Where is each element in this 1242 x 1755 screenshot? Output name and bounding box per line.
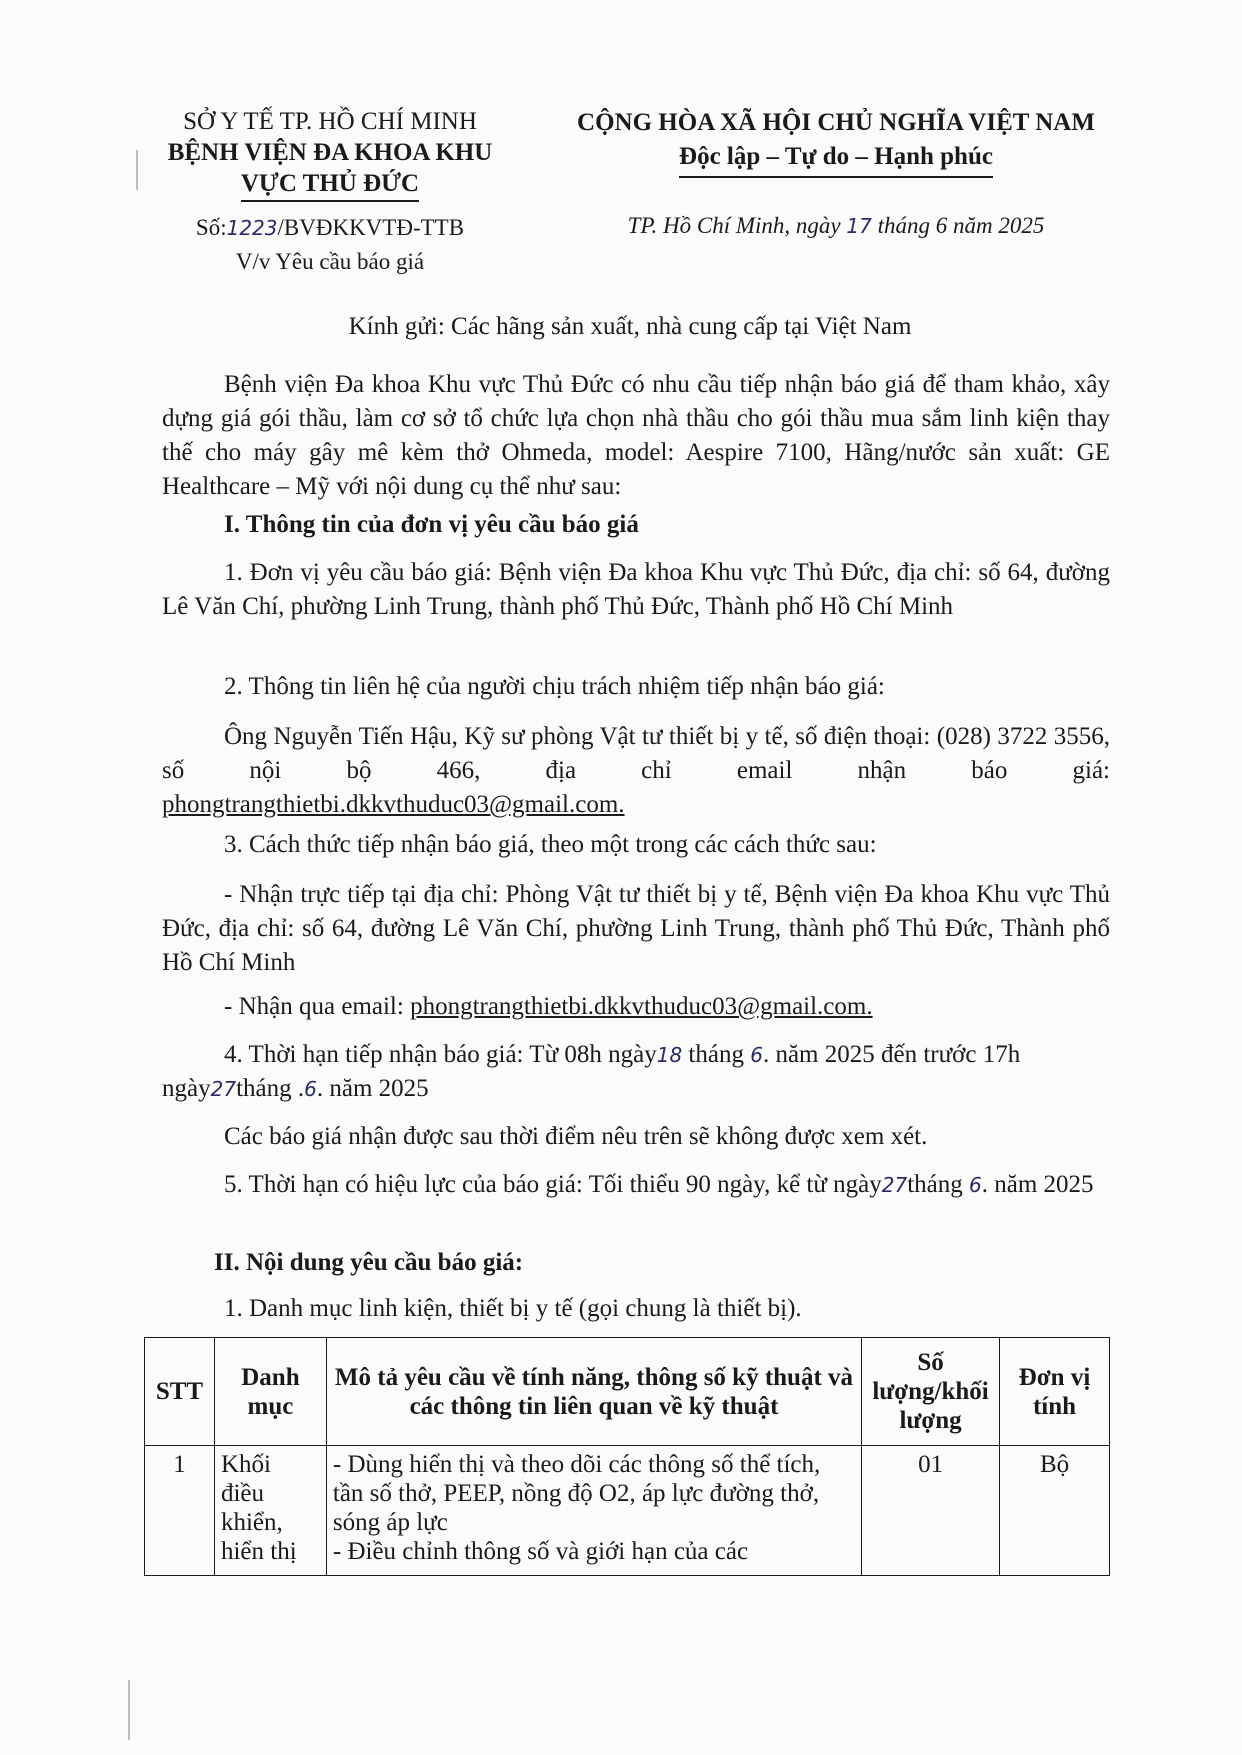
section1-item1: 1. Đơn vị yêu cầu báo giá: Bệnh viện Đa khoa Khu vực Thủ Đức, địa chỉ: số 64, đường Lê Văn Chí, phường Linh Trung, thành phố Thủ Đức, Thành phố Hồ Chí Minh [162,559,1110,620]
reference-suffix: /BVĐKKVTĐ-TTB [277,215,465,240]
row-description [326,1446,861,1576]
section1-item4 [162,1038,1110,1106]
row-unit: Bộ [1000,1446,1110,1576]
late-note: Các báo giá nhận được sau thời điểm nêu trên sẽ không được xem xét. [224,1123,928,1150]
item4-text-a: 4. Thời hạn tiếp nhận báo giá: Từ 08h ngày [224,1041,657,1068]
direct-delivery: - Nhận trực tiếp tại địa chỉ: Phòng Vật tư thiết bị y tế, Bệnh viện Đa khoa Khu vực Thủ Đức, địa chỉ: số 64, đường Lê Văn Chí, phường Linh Trung, thành phố Thủ Đức, Thành phố Hồ Chí Minh [162,881,1110,976]
table-row [145,1446,1110,1576]
email-delivery [224,990,1110,1024]
header-stt: STT [145,1338,215,1446]
item4-text-d: tháng . [236,1075,305,1102]
handwritten-validity-day: 27 [881,1173,908,1197]
header-unit: Đơn vị tính [1000,1338,1110,1446]
header-quantity: Số lượng/khối lượng [862,1338,1000,1446]
agency-line2: BỆNH VIỆN ĐA KHOA KHU [167,139,493,166]
scan-mark [136,150,138,190]
handwritten-start-day: 18 [656,1043,683,1067]
item5-text-b: tháng [907,1171,963,1198]
row-item: Khối điều khiển, hiển thị [214,1446,326,1576]
scan-mark-bottom [128,1680,130,1740]
item4-text-c: . năm 2025 đến trước 17h ngày [162,1041,1021,1102]
reference-prefix: Số: [195,215,227,240]
delivery-email-link[interactable]: phongtrangthietbi.dkkvthuduc03@gmail.com. [410,993,873,1020]
intro-paragraph: Bệnh viện Đa khoa Khu vực Thủ Đức có nhu cầu tiếp nhận báo giá để tham khảo, xây dựng giá gói thầu, làm cơ sở tổ chức lựa chọn nhà thầu cho gói thầu mua sắm linh kiện thay thế cho máy gây mê kèm thở Ohmeda, model: Aespire 7100, Hãng/nước sản xuất: GE Healthcare – Mỹ với nội dung cụ thể như sau: [162,371,1110,500]
section2-heading: II. Nội dung yêu cầu báo giá: [214,1249,524,1276]
handwritten-end-month: 6 [304,1077,317,1101]
motto: Độc lập – Tự do – Hạnh phúc [679,140,993,178]
section1-item5 [162,1168,1110,1202]
dateline-suffix: tháng 6 năm 2025 [877,213,1045,238]
section2-item1: 1. Danh mục linh kiện, thiết bị y tế (gọi chung là thiết bị). [224,1295,802,1322]
header-description: Mô tả yêu cầu về tính năng, thông số kỹ thuật và các thông tin liên quan về kỹ thuật [326,1338,861,1446]
row-description-line1: - Dùng hiển thị và theo dõi các thông số thể tích, tần số thở, PEEP, nồng độ O2, áp lực đường thở, sóng áp lực [332,1451,821,1536]
row-description-line2: - Điều chỉnh thông số và giới hạn của các [332,1538,749,1565]
handwritten-day: 17 [846,214,872,238]
item4-text-e: . năm 2025 [316,1075,429,1102]
header-item: Danh mục [214,1338,326,1446]
email-delivery-label: - Nhận qua email: [224,993,404,1020]
reference-block [150,211,510,278]
agency-line3: VỰC THỦ ĐỨC [241,168,419,202]
item4-text-b: tháng [688,1041,744,1068]
salutation: Kính gửi: Các hãng sản xuất, nhà cung cấp tại Việt Nam [348,313,912,340]
reference-number [150,211,510,245]
handwritten-end-day: 27 [210,1077,237,1101]
section1-item2: 2. Thông tin liên hệ của người chịu trách nhiệm tiếp nhận báo giá: [224,673,885,700]
equipment-table [144,1337,1110,1576]
contact-paragraph: Ông Nguyễn Tiến Hậu, Kỹ sư phòng Vật tư thiết bị y tế, số điện thoại: (028) 3722 3556, số nội bộ 466, địa chỉ email nhận báo giá: [162,723,1110,784]
row-quantity: 01 [862,1446,1000,1576]
nation-title: CỘNG HÒA XÃ HỘI CHỦ NGHĨA VIỆT NAM [577,109,1095,136]
dateline-prefix: TP. Hồ Chí Minh, ngày [627,213,841,238]
row-stt: 1 [145,1446,215,1576]
item5-text-a: 5. Thời hạn có hiệu lực của báo giá: Tối thiểu 90 ngày, kể từ ngày [224,1171,882,1198]
handwritten-validity-month: 6 [969,1173,982,1197]
section1-heading: I. Thông tin của đơn vị yêu cầu báo giá [224,511,639,538]
subject-line: V/v Yêu cầu báo giá [235,249,425,274]
contact-email-link[interactable]: phongtrangthietbi.dkkvthuduc03@gmail.com. [162,791,625,818]
agency-header [150,106,510,202]
handwritten-number: 1223 [226,216,278,240]
section1-item3: 3. Cách thức tiếp nhận báo giá, theo một trong các cách thức sau: [224,831,877,858]
nation-header [546,106,1126,178]
item5-text-c: . năm 2025 [981,1171,1094,1198]
handwritten-start-month: 6 [750,1043,763,1067]
dateline [546,213,1126,239]
agency-line1: SỞ Y TẾ TP. HỒ CHÍ MINH [183,108,477,135]
table-header-row [145,1338,1110,1446]
